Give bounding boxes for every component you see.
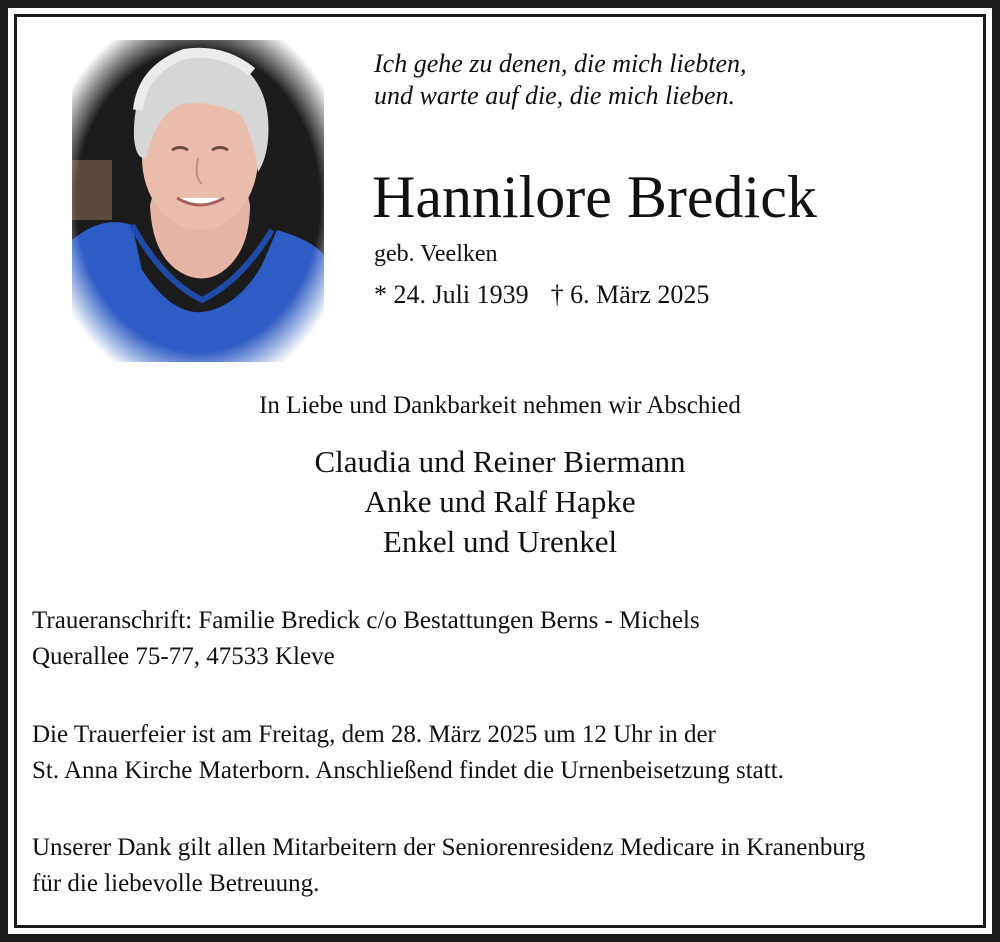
thanks-line: Unserer Dank gilt allen Mitarbeitern der Seniorenresidenz Medicare in Kranenburg (32, 834, 866, 861)
life-dates (374, 280, 709, 310)
mourner-entry: Enkel und Urenkel (382, 524, 618, 559)
mourner-entry: Anke und Ralf Hapke (364, 484, 636, 519)
death-date: † 6. März 2025 (550, 280, 710, 309)
portrait-illustration (72, 40, 324, 362)
birth-name: geb. Veelken (374, 241, 498, 267)
birth-date: * 24. Juli 1939 (374, 280, 529, 309)
portrait-photo (72, 40, 324, 362)
thanks-note (32, 830, 982, 902)
address-line: Traueranschrift: Familie Bredick c/o Bestattungen Berns - Michels (32, 607, 700, 634)
service-line: Die Trauerfeier ist am Freitag, dem 28. März 2025 um 12 Uhr in der (32, 721, 716, 748)
mourners-list (0, 442, 1000, 562)
motto-line: Ich gehe zu denen, die mich liebten, (374, 49, 747, 78)
mourning-address (32, 603, 982, 675)
address-line: Querallee 75-77, 47533 Kleve (32, 643, 335, 670)
farewell-line: In Liebe und Dankbarkeit nehmen wir Abschied (259, 392, 741, 419)
thanks-line: für die liebevolle Betreuung. (32, 870, 320, 897)
deceased-name: Hannilore Bredick (372, 164, 817, 230)
service-line: St. Anna Kirche Materborn. Anschließend findet die Urnenbeisetzung statt. (32, 757, 784, 784)
funeral-service-notice (32, 717, 982, 789)
mourner-entry: Claudia und Reiner Biermann (314, 444, 686, 479)
motto-quote (374, 48, 747, 112)
motto-line: und warte auf die, die mich lieben. (374, 81, 736, 110)
